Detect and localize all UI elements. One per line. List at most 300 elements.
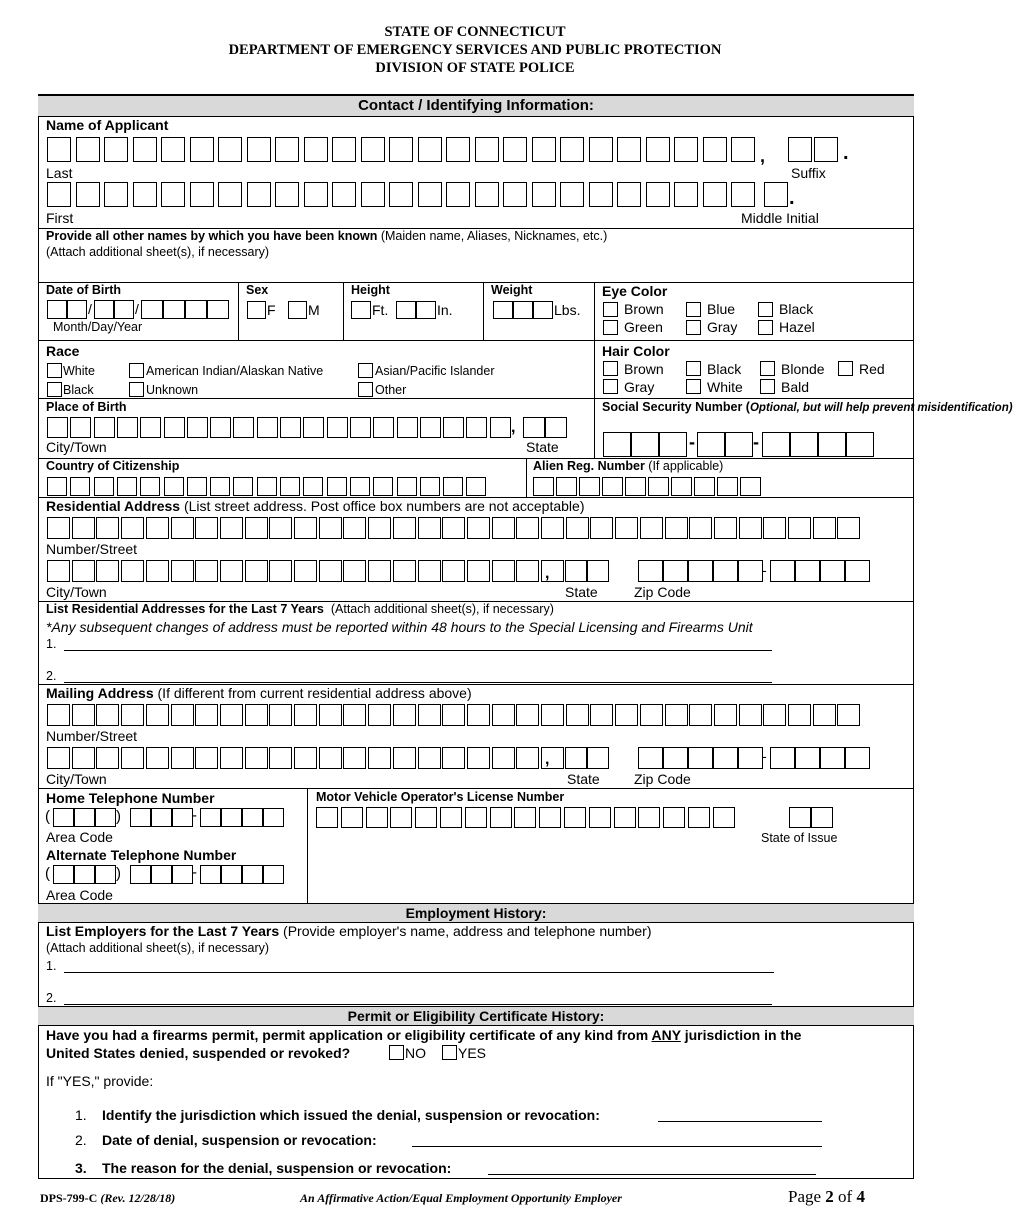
char-box[interactable] [516,560,539,582]
char-box[interactable] [811,807,833,828]
char-box[interactable] [648,477,669,496]
char-box[interactable] [560,137,584,162]
char-box[interactable] [373,477,393,496]
char-box[interactable] [762,432,790,457]
char-box[interactable] [703,182,727,207]
char-box[interactable] [516,747,539,769]
height-in-box-1[interactable] [396,301,416,319]
char-box[interactable] [171,517,194,539]
char-box[interactable] [247,137,271,162]
char-box[interactable] [589,807,611,828]
char-box[interactable] [663,560,688,582]
char-box[interactable] [566,517,589,539]
char-box[interactable] [446,137,470,162]
race-black-checkbox[interactable] [47,382,62,397]
char-box[interactable] [304,137,328,162]
char-box[interactable] [220,704,243,726]
char-box[interactable] [617,182,641,207]
char-box[interactable] [795,747,820,769]
char-box[interactable] [467,517,490,539]
char-box[interactable] [503,137,527,162]
char-box[interactable] [443,477,463,496]
char-box[interactable] [393,704,416,726]
char-box[interactable] [47,704,70,726]
char-box[interactable] [694,477,715,496]
char-box[interactable] [218,182,242,207]
char-box[interactable] [319,560,342,582]
char-box[interactable] [764,182,788,207]
char-box[interactable] [587,560,609,582]
char-box[interactable] [190,182,214,207]
race-unknown-checkbox[interactable] [129,382,144,397]
char-box[interactable] [220,747,243,769]
char-box[interactable] [269,747,292,769]
char-box[interactable] [366,807,388,828]
char-box[interactable] [418,747,441,769]
hair-red-checkbox[interactable] [838,361,853,376]
char-box[interactable] [141,300,163,319]
permit-item-3-line[interactable] [488,1174,816,1175]
char-box[interactable] [53,865,74,884]
sex-f-box[interactable] [247,301,266,319]
char-box[interactable] [47,747,70,769]
permit-yes-checkbox[interactable] [442,1045,457,1060]
char-box[interactable] [96,560,119,582]
char-box[interactable] [418,182,442,207]
char-box[interactable] [541,704,564,726]
char-box[interactable] [442,704,465,726]
char-box[interactable] [397,417,418,438]
char-box[interactable] [516,517,539,539]
hair-blonde-checkbox[interactable] [760,361,775,376]
char-box[interactable] [587,747,609,769]
char-box[interactable] [731,137,755,162]
char-box[interactable] [713,747,738,769]
eye-brown-checkbox[interactable] [603,302,618,317]
char-box[interactable] [171,560,194,582]
char-box[interactable] [820,747,845,769]
char-box[interactable] [47,137,71,162]
char-box[interactable] [74,865,95,884]
char-box[interactable] [665,517,688,539]
char-box[interactable] [140,477,160,496]
char-box[interactable] [151,808,172,827]
char-box[interactable] [67,300,87,319]
char-box[interactable] [76,137,100,162]
weight-box-2[interactable] [513,301,533,319]
weight-box-3[interactable] [533,301,553,319]
char-box[interactable] [117,477,137,496]
char-box[interactable] [341,807,363,828]
char-box[interactable] [210,477,230,496]
char-box[interactable] [590,517,613,539]
char-box[interactable] [343,560,366,582]
char-box[interactable] [70,477,90,496]
char-box[interactable] [556,477,577,496]
hair-gray-checkbox[interactable] [603,379,618,394]
char-box[interactable] [697,432,725,457]
char-box[interactable] [95,808,116,827]
char-box[interactable] [275,137,299,162]
char-box[interactable] [263,865,284,884]
char-box[interactable] [492,704,515,726]
char-box[interactable] [845,747,870,769]
char-box[interactable] [689,517,712,539]
char-box[interactable] [95,865,116,884]
char-box[interactable] [94,417,115,438]
char-box[interactable] [813,704,836,726]
char-box[interactable] [467,704,490,726]
char-box[interactable] [467,560,490,582]
char-box[interactable] [789,807,811,828]
char-box[interactable] [72,704,95,726]
char-box[interactable] [739,517,762,539]
char-box[interactable] [70,417,91,438]
char-box[interactable] [418,704,441,726]
char-box[interactable] [443,417,464,438]
char-box[interactable] [146,747,169,769]
char-box[interactable] [665,704,688,726]
char-box[interactable] [207,300,229,319]
char-box[interactable] [332,137,356,162]
char-box[interactable] [257,417,278,438]
char-box[interactable] [195,747,218,769]
char-box[interactable] [631,432,659,457]
race-asian-checkbox[interactable] [358,363,373,378]
char-box[interactable] [242,808,263,827]
char-box[interactable] [195,517,218,539]
char-box[interactable] [327,477,347,496]
employer-line-2[interactable] [64,1004,772,1005]
char-box[interactable] [121,517,144,539]
char-box[interactable] [164,477,184,496]
char-box[interactable] [565,560,587,582]
char-box[interactable] [72,747,95,769]
char-box[interactable] [739,704,762,726]
char-box[interactable] [731,182,755,207]
eye-blue-checkbox[interactable] [686,302,701,317]
char-box[interactable] [319,747,342,769]
char-box[interactable] [617,137,641,162]
char-box[interactable] [663,747,688,769]
char-box[interactable] [269,560,292,582]
char-box[interactable] [492,747,515,769]
char-box[interactable] [415,807,437,828]
char-box[interactable] [280,477,300,496]
char-box[interactable] [151,865,172,884]
char-box[interactable] [327,417,348,438]
char-box[interactable] [703,137,727,162]
hair-bald-checkbox[interactable] [760,379,775,394]
char-box[interactable] [545,417,567,438]
char-box[interactable] [813,517,836,539]
char-box[interactable] [638,560,663,582]
char-box[interactable] [788,704,811,726]
char-box[interactable] [343,517,366,539]
char-box[interactable] [393,747,416,769]
permit-item-1-line[interactable] [658,1121,822,1122]
char-box[interactable] [233,477,253,496]
char-box[interactable] [523,417,545,438]
char-box[interactable] [770,747,795,769]
char-box[interactable] [602,477,623,496]
char-box[interactable] [663,807,685,828]
char-box[interactable] [646,182,670,207]
char-box[interactable] [490,807,512,828]
char-box[interactable] [688,560,713,582]
char-box[interactable] [303,417,324,438]
char-box[interactable] [770,560,795,582]
char-box[interactable] [121,560,144,582]
char-box[interactable] [418,517,441,539]
char-box[interactable] [615,704,638,726]
char-box[interactable] [263,808,284,827]
char-box[interactable] [725,432,753,457]
char-box[interactable] [389,137,413,162]
char-box[interactable] [164,417,185,438]
char-box[interactable] [589,182,613,207]
char-box[interactable] [532,182,556,207]
char-box[interactable] [245,747,268,769]
char-box[interactable] [738,560,763,582]
char-box[interactable] [245,704,268,726]
char-box[interactable] [589,137,613,162]
char-box[interactable] [361,137,385,162]
char-box[interactable] [564,807,586,828]
char-box[interactable] [218,137,242,162]
char-box[interactable] [788,517,811,539]
char-box[interactable] [200,865,221,884]
race-other-checkbox[interactable] [358,382,373,397]
char-box[interactable] [221,808,242,827]
char-box[interactable] [446,182,470,207]
char-box[interactable] [185,300,207,319]
char-box[interactable] [210,417,231,438]
char-box[interactable] [475,182,499,207]
char-box[interactable] [820,560,845,582]
char-box[interactable] [294,704,317,726]
char-box[interactable] [220,517,243,539]
char-box[interactable] [467,747,490,769]
char-box[interactable] [275,182,299,207]
char-box[interactable] [343,704,366,726]
char-box[interactable] [837,704,860,726]
char-box[interactable] [738,747,763,769]
char-box[interactable] [47,300,67,319]
char-box[interactable] [763,704,786,726]
char-box[interactable] [47,417,68,438]
char-box[interactable] [565,747,587,769]
char-box[interactable] [688,807,710,828]
char-box[interactable] [638,807,660,828]
char-box[interactable] [763,517,786,539]
char-box[interactable] [343,747,366,769]
char-box[interactable] [818,432,846,457]
char-box[interactable] [332,182,356,207]
char-box[interactable] [440,807,462,828]
char-box[interactable] [795,560,820,582]
list-res-line-1[interactable] [64,650,772,651]
char-box[interactable] [442,517,465,539]
char-box[interactable] [94,300,114,319]
char-box[interactable] [475,137,499,162]
char-box[interactable] [161,182,185,207]
char-box[interactable] [233,417,254,438]
char-box[interactable] [221,865,242,884]
char-box[interactable] [72,517,95,539]
permit-item-2-line[interactable] [412,1146,822,1147]
char-box[interactable] [814,137,838,162]
height-ft-box[interactable] [351,301,371,319]
char-box[interactable] [368,560,391,582]
char-box[interactable] [187,417,208,438]
char-box[interactable] [190,137,214,162]
char-box[interactable] [788,137,812,162]
char-box[interactable] [74,808,95,827]
char-box[interactable] [171,704,194,726]
char-box[interactable] [640,517,663,539]
char-box[interactable] [845,560,870,582]
char-box[interactable] [171,747,194,769]
char-box[interactable] [640,704,663,726]
char-box[interactable] [96,704,119,726]
char-box[interactable] [47,560,70,582]
height-in-box-2[interactable] [416,301,436,319]
char-box[interactable] [294,560,317,582]
char-box[interactable] [319,517,342,539]
char-box[interactable] [442,560,465,582]
char-box[interactable] [76,182,100,207]
char-box[interactable] [614,807,636,828]
char-box[interactable] [140,417,161,438]
char-box[interactable] [790,432,818,457]
char-box[interactable] [560,182,584,207]
char-box[interactable] [674,182,698,207]
char-box[interactable] [442,747,465,769]
char-box[interactable] [350,417,371,438]
char-box[interactable] [638,747,663,769]
char-box[interactable] [200,808,221,827]
char-box[interactable] [689,704,712,726]
char-box[interactable] [269,517,292,539]
char-box[interactable] [492,517,515,539]
char-box[interactable] [114,300,134,319]
permit-no-checkbox[interactable] [389,1045,404,1060]
char-box[interactable] [418,137,442,162]
char-box[interactable] [316,807,338,828]
char-box[interactable] [516,704,539,726]
char-box[interactable] [590,704,613,726]
char-box[interactable] [96,517,119,539]
race-amind-checkbox[interactable] [129,363,144,378]
char-box[interactable] [713,807,735,828]
char-box[interactable] [350,477,370,496]
char-box[interactable] [47,517,70,539]
char-box[interactable] [566,704,589,726]
char-box[interactable] [53,808,74,827]
char-box[interactable] [420,417,441,438]
char-box[interactable] [688,747,713,769]
char-box[interactable] [146,704,169,726]
char-box[interactable] [294,517,317,539]
char-box[interactable] [368,517,391,539]
char-box[interactable] [714,704,737,726]
char-box[interactable] [146,560,169,582]
char-box[interactable] [846,432,874,457]
race-white-checkbox[interactable] [47,363,62,378]
char-box[interactable] [390,807,412,828]
char-box[interactable] [303,477,323,496]
char-box[interactable] [133,137,157,162]
char-box[interactable] [130,808,151,827]
char-box[interactable] [671,477,692,496]
char-box[interactable] [146,517,169,539]
char-box[interactable] [368,747,391,769]
char-box[interactable] [514,807,536,828]
char-box[interactable] [389,182,413,207]
hair-brown-checkbox[interactable] [603,361,618,376]
eye-green-checkbox[interactable] [603,320,618,335]
char-box[interactable] [130,865,151,884]
employer-line-1[interactable] [64,972,774,973]
char-box[interactable] [121,747,144,769]
char-box[interactable] [393,517,416,539]
char-box[interactable] [837,517,860,539]
eye-gray-checkbox[interactable] [686,320,701,335]
char-box[interactable] [397,477,417,496]
eye-black-checkbox[interactable] [758,302,773,317]
char-box[interactable] [466,477,486,496]
char-box[interactable] [121,704,144,726]
weight-box-1[interactable] [493,301,513,319]
char-box[interactable] [117,417,138,438]
char-box[interactable] [242,865,263,884]
char-box[interactable] [104,182,128,207]
char-box[interactable] [503,182,527,207]
char-box[interactable] [47,182,71,207]
char-box[interactable] [172,808,193,827]
char-box[interactable] [579,477,600,496]
char-box[interactable] [625,477,646,496]
char-box[interactable] [615,517,638,539]
char-box[interactable] [418,560,441,582]
char-box[interactable] [420,477,440,496]
hair-black-checkbox[interactable] [686,361,701,376]
char-box[interactable] [713,560,738,582]
char-box[interactable] [603,432,631,457]
char-box[interactable] [47,477,67,496]
hair-white-checkbox[interactable] [686,379,701,394]
char-box[interactable] [280,417,301,438]
char-box[interactable] [104,137,128,162]
char-box[interactable] [465,807,487,828]
list-res-line-2[interactable] [64,682,772,683]
char-box[interactable] [717,477,738,496]
char-box[interactable] [269,704,292,726]
char-box[interactable] [740,477,761,496]
char-box[interactable] [646,137,670,162]
char-box[interactable] [247,182,271,207]
char-box[interactable] [163,300,185,319]
char-box[interactable] [368,704,391,726]
char-box[interactable] [245,560,268,582]
char-box[interactable] [96,747,119,769]
char-box[interactable] [361,182,385,207]
char-box[interactable] [220,560,243,582]
char-box[interactable] [195,704,218,726]
sex-m-box[interactable] [288,301,307,319]
char-box[interactable] [319,704,342,726]
